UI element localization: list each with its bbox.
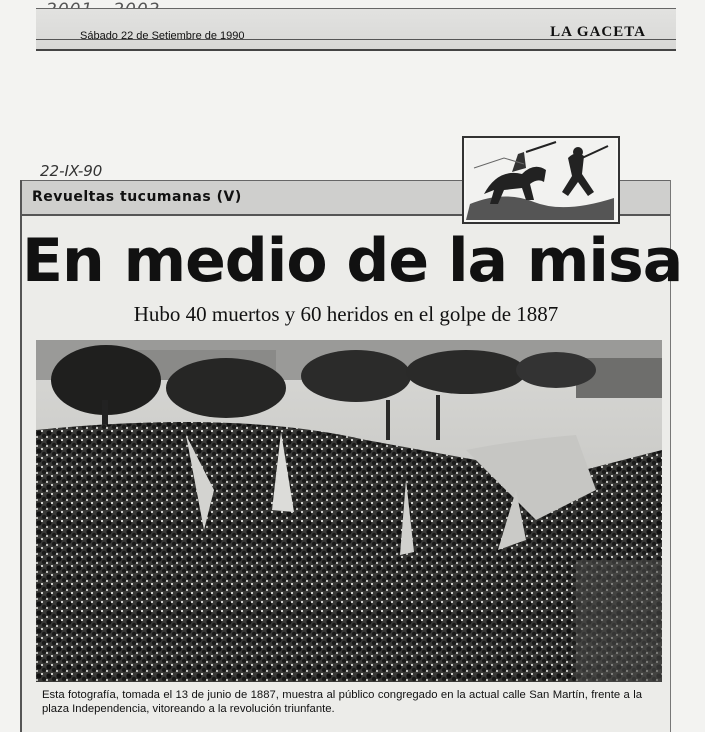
photo-caption: Esta fotografía, tomada el 13 de junio de 1887, muestra al público congregado en la actual calle San Martín, frente a la plaza Independencia, vitoreando a la revolución triunfante. [42, 689, 642, 715]
section-label: Revueltas tucumanas (V) [32, 189, 242, 205]
header-date: Sábado 22 de Setiembre de 1990 [80, 30, 245, 42]
handwritten-date-note: 22-IX-90 [40, 162, 103, 180]
newspaper-header [36, 8, 676, 51]
article-clipping [20, 180, 683, 732]
crowd-photograph [36, 340, 662, 682]
subheadline: Hubo 40 muertos y 60 heridos en el golpe de 1887 [133, 302, 559, 326]
photo-drawing [36, 340, 662, 682]
headline: En medio de la misa [22, 226, 683, 296]
newspaper-name: LA GACETA [550, 24, 646, 40]
horsemen-illustration [462, 136, 620, 224]
illustration-drawing [464, 138, 618, 222]
